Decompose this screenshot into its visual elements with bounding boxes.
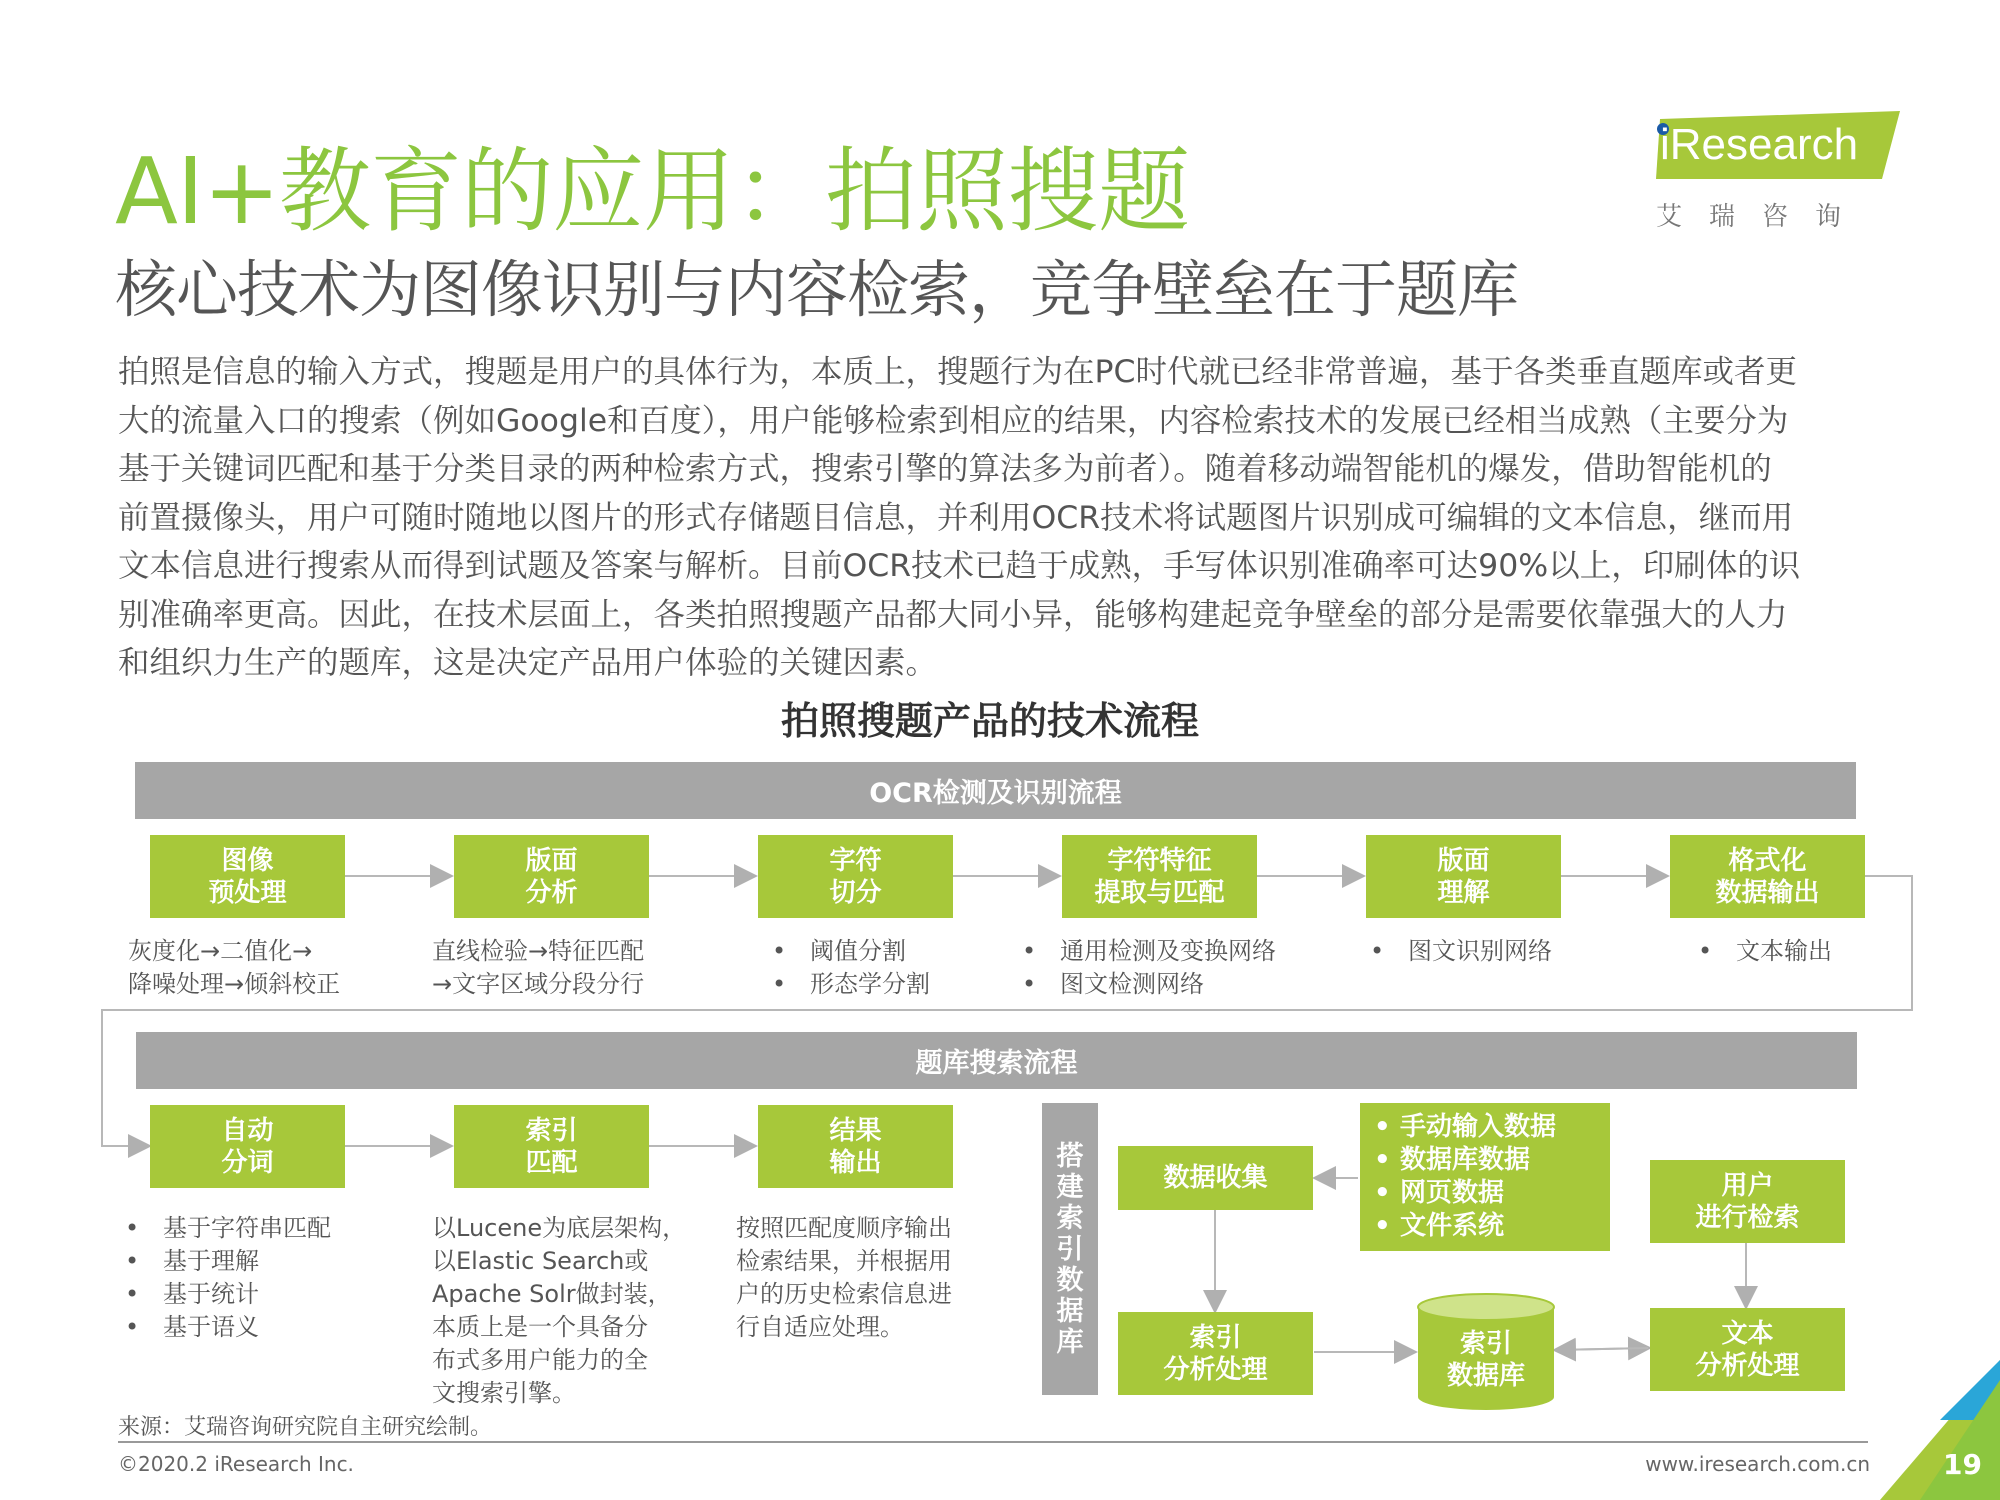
index-database-label [1416, 1320, 1556, 1400]
index-analysis-box [1118, 1312, 1313, 1395]
logo-subtext: 艾瑞咨询 [1656, 202, 1869, 232]
step-label-line1: 格式化 [1728, 845, 1807, 876]
step-label-line1: 索引 [1189, 1322, 1242, 1353]
step-label-line1: 结果 [829, 1115, 882, 1146]
step-label-line2: 分析 [525, 877, 578, 908]
step-label-line2: 提取与匹配 [1094, 877, 1225, 908]
desc-line: Apache Solr做封装， [432, 1280, 672, 1308]
step-label-line1: 文本 [1721, 1318, 1774, 1349]
desc-line: 文搜索引擎。 [432, 1379, 576, 1407]
bullet-item: • 图文检测网络 [1022, 970, 1204, 998]
desc-line: 灰度化→二值化→ [128, 937, 313, 965]
step-label-line1: 用户 [1721, 1170, 1774, 1201]
search-process-bar: 题库搜索流程 [136, 1032, 1857, 1089]
desc-line: 检索结果，并根据用 [736, 1247, 952, 1275]
step-label-line1: 字符特征 [1107, 845, 1212, 876]
step-label-line2: 预处理 [208, 877, 287, 908]
desc-line: →文字区域分段分行 [432, 970, 645, 998]
step-label-line2: 数据库 [1446, 1361, 1525, 1391]
step-label-line2: 匹配 [525, 1147, 578, 1178]
bullet-item: • 基于语义 [125, 1313, 259, 1341]
step-label-line1: 图像 [221, 845, 274, 876]
desc-line: 本质上是一个具备分 [432, 1313, 648, 1341]
ocr-desc-understanding [1370, 935, 1552, 968]
step-label-line1: 索引 [1459, 1329, 1512, 1359]
bullet-item: • 通用检测及变换网络 [1022, 937, 1276, 965]
index-build-vertical-label: 搭 建 索 引 数 据 库 [1042, 1103, 1098, 1395]
bullet-item: • 图文识别网络 [1370, 937, 1552, 965]
ocr-desc-segmentation [772, 935, 930, 1001]
bullet-item: • 数据库数据 [1374, 1145, 1531, 1175]
ocr-step-layout-analysis [454, 835, 649, 918]
search-desc-index [432, 1212, 686, 1410]
bullet-item: • 基于统计 [125, 1280, 259, 1308]
website: www.iresearch.com.cn [1645, 1452, 1870, 1476]
search-step-word-segmentation [150, 1105, 345, 1188]
bullet-item: • 文本输出 [1698, 937, 1832, 965]
step-label-line1: 字符 [829, 845, 882, 876]
ocr-step-image-preprocess [150, 835, 345, 918]
ocr-desc-feature [1022, 935, 1276, 1001]
footer-divider [118, 1441, 1868, 1443]
paragraph-line: 文本信息进行搜索从而得到试题及答案与解析。目前OCR技术已趋于成熟，手写体识别准确率可达90%以上，印刷体的识 [118, 548, 1801, 584]
step-label-line2: 进行检索 [1695, 1202, 1800, 1233]
bullet-item: • 基于字符串匹配 [125, 1214, 331, 1242]
search-desc-output [736, 1212, 952, 1344]
desc-line: 布式多用户能力的全 [432, 1346, 648, 1374]
corner-decoration-icon [1880, 1360, 2000, 1500]
paragraph-line: 别准确率更高。因此，在技术层面上，各类拍照搜题产品都大同小异，能够构建起竞争壁垒的部分是需要依靠强大的人力 [118, 596, 1788, 633]
step-label-line2: 分析处理 [1695, 1350, 1800, 1381]
ocr-step-feature-matching [1062, 835, 1257, 918]
desc-line: 以Elastic Search或 [432, 1247, 649, 1275]
logo-name: iResearch [1660, 120, 1859, 169]
search-desc-segmentation [125, 1212, 331, 1344]
bullet-item: • 形态学分割 [772, 970, 930, 998]
paragraph-line: 基于关键词匹配和基于分类目录的两种检索方式，搜索引擎的算法多为前者）。随着移动端智能机的爆发，借助智能机的 [118, 451, 1772, 487]
desc-line: 户的历史检索信息进 [736, 1280, 952, 1308]
step-label-line2: 输出 [829, 1147, 882, 1178]
ocr-desc-layout [432, 935, 644, 1001]
ocr-process-bar: OCR检测及识别流程 [135, 762, 1856, 819]
step-label-line1: 版面 [525, 845, 578, 876]
desc-line: 以Lucene为底层架构， [432, 1214, 687, 1242]
desc-line: 按照匹配度顺序输出 [736, 1214, 952, 1242]
paragraph-line: 拍照是信息的输入方式，搜题是用户的具体行为，本质上，搜题行为在PC时代就已经非常普遍，基于各类垂直题库或者更 [118, 354, 1797, 390]
desc-line: 直线检验→特征匹配 [432, 937, 645, 965]
bullet-item: • 阈值分割 [772, 937, 906, 965]
desc-line: 降噪处理→倾斜校正 [128, 970, 341, 998]
bullet-item: • 基于理解 [125, 1247, 259, 1275]
paragraph-line: 和组织力生产的题库，这是决定产品用户体验的关键因素。 [118, 645, 938, 681]
ocr-desc-output [1698, 935, 1832, 968]
user-search-box [1650, 1160, 1845, 1243]
text-analysis-box [1650, 1308, 1845, 1391]
step-label-line2: 理解 [1437, 877, 1490, 908]
ocr-step-formatted-output [1670, 835, 1865, 918]
step-label-line2: 分词 [221, 1147, 274, 1178]
step-label-line2: 切分 [829, 877, 882, 908]
bullet-item: • 网页数据 [1374, 1178, 1505, 1208]
page-number: 19 [1943, 1448, 1982, 1481]
copyright: ©2020.2 iResearch Inc. [118, 1452, 354, 1476]
ocr-step-layout-understanding [1366, 835, 1561, 918]
source-note: 来源：艾瑞咨询研究院自主研究绘制。 [118, 1415, 493, 1440]
ocr-step-char-segmentation [758, 835, 953, 918]
step-label-line1: 自动 [221, 1115, 274, 1146]
paragraph-line: 大的流量入口的搜索（例如Google和百度），用户能够检索到相应的结果，内容检索技术的发展已经相当成熟（主要分为 [118, 402, 1789, 439]
step-label-line2: 数据输出 [1715, 877, 1820, 908]
desc-line: 行自适应处理。 [736, 1313, 904, 1341]
data-collection-box: 数据收集 [1118, 1146, 1313, 1210]
paragraph-line: 前置摄像头，用户可随时随地以图片的形式存储题目信息，并利用OCR技术将试题图片识别成可编辑的文本信息，继而用 [118, 499, 1794, 536]
page-subtitle: 核心技术为图像识别与内容检索，竞争壁垒在于题库 [115, 253, 1519, 326]
step-label-line1: 版面 [1437, 845, 1490, 876]
search-step-result-output [758, 1105, 953, 1188]
step-label-line2: 分析处理 [1163, 1354, 1268, 1385]
flow-title: 拍照搜题产品的技术流程 [780, 699, 1199, 743]
ocr-desc-preprocess [128, 935, 340, 1001]
bullet-item: • 文件系统 [1374, 1211, 1505, 1241]
search-step-index-match [454, 1105, 649, 1188]
bullet-item: • 手动输入数据 [1374, 1112, 1557, 1142]
page-title: AI+教育的应用：拍照搜题 [115, 138, 1190, 245]
step-label-line1: 索引 [525, 1115, 578, 1146]
data-sources-box [1360, 1103, 1610, 1251]
